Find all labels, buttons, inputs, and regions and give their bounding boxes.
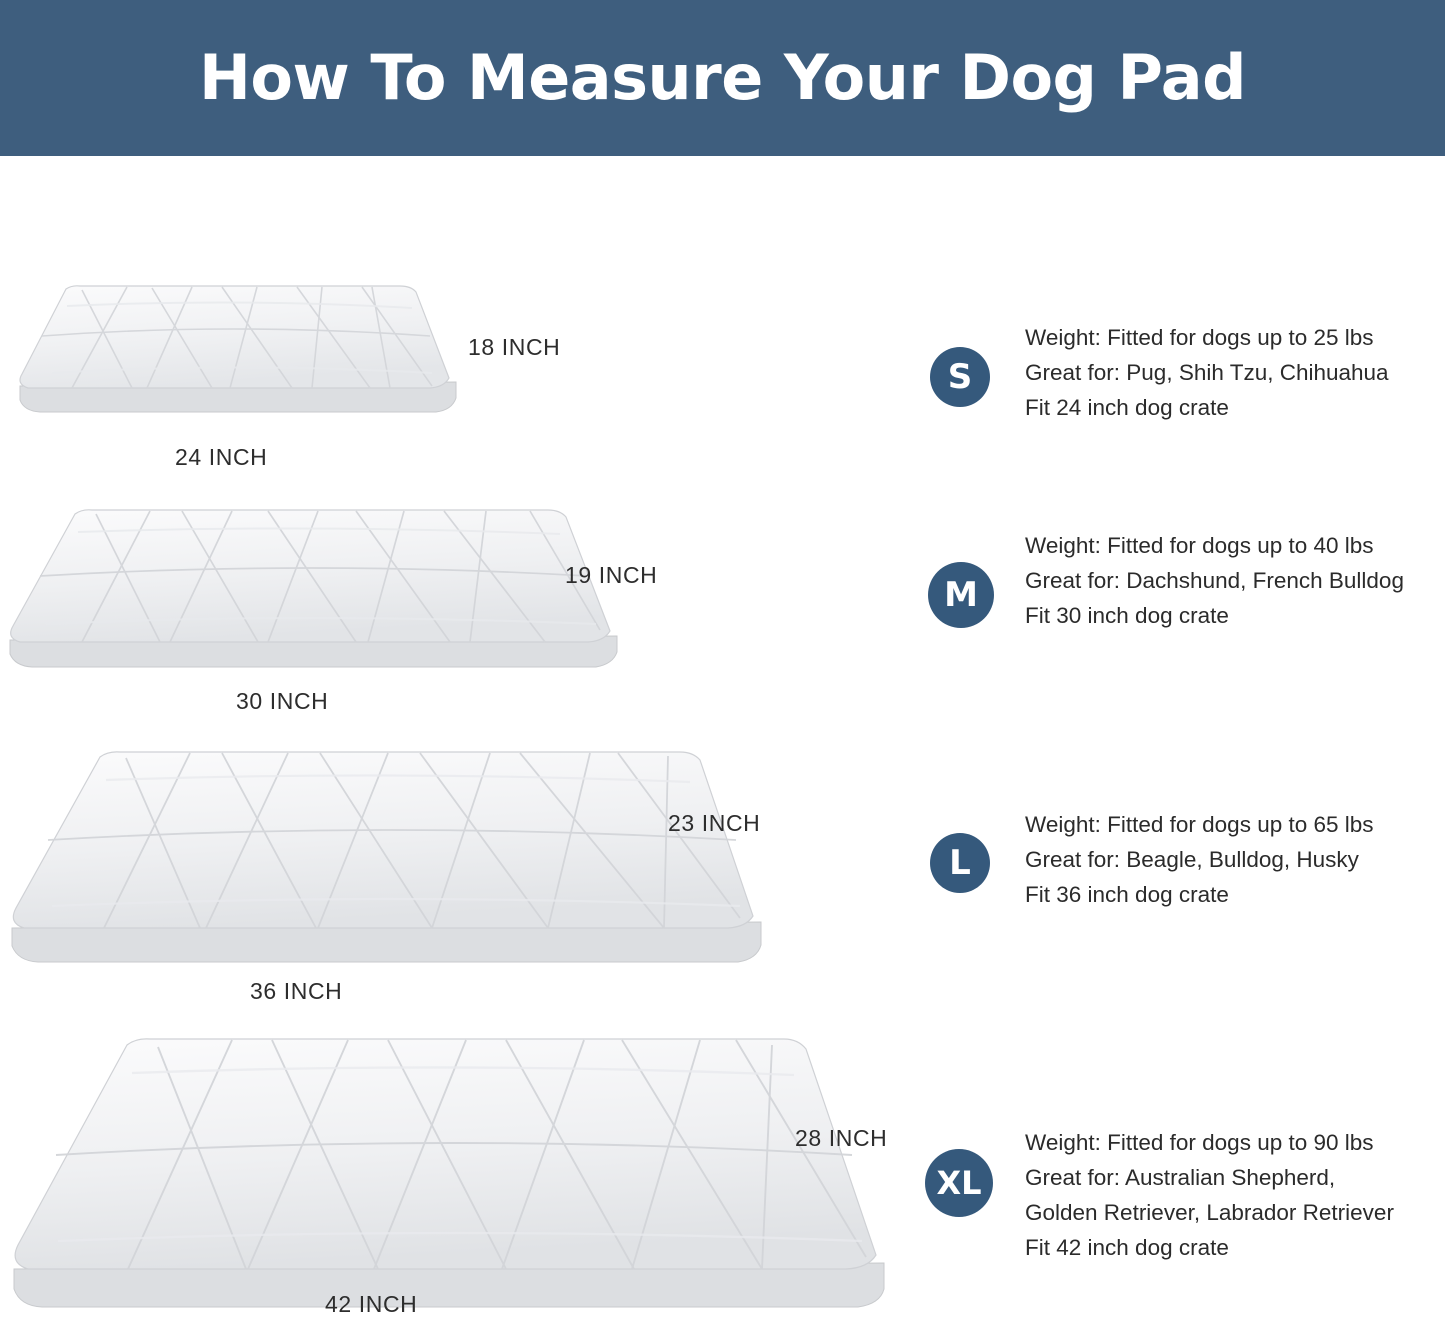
spec-line: Fit 42 inch dog crate <box>1025 1235 1229 1260</box>
pad-svg-medium <box>0 500 630 680</box>
width-label-medium: 30 INCH <box>236 688 329 714</box>
size-badge-large: L <box>930 833 990 893</box>
depth-label-small: 18 INCH <box>468 334 561 360</box>
spec-line: Fit 36 inch dog crate <box>1025 882 1229 907</box>
pad-svg-small <box>12 278 462 428</box>
size-badge-medium: M <box>928 562 994 628</box>
spec-line: Weight: Fitted for dogs up to 25 lbs <box>1025 325 1374 350</box>
spec-line: Great for: Pug, Shih Tzu, Chihuahua <box>1025 360 1389 385</box>
width-label-small: 24 INCH <box>175 444 268 470</box>
spec-line: Golden Retriever, Labrador Retriever <box>1025 1200 1394 1225</box>
header-banner <box>0 0 1445 156</box>
depth-label-medium: 19 INCH <box>565 562 658 588</box>
spec-block-medium <box>1025 528 1404 633</box>
spec-block-xlarge <box>1025 1125 1394 1265</box>
page-title: How To Measure Your Dog Pad <box>198 41 1247 114</box>
spec-line: Great for: Beagle, Bulldog, Husky <box>1025 847 1359 872</box>
spec-block-large <box>1025 807 1374 912</box>
spec-line: Great for: Dachshund, French Bulldog <box>1025 568 1404 593</box>
pad-illustration-large <box>0 740 780 980</box>
pad-svg-xlarge <box>0 1025 920 1325</box>
pad-illustration-xlarge <box>0 1025 920 1325</box>
size-badge-xlarge: XL <box>925 1149 993 1217</box>
size-badge-small: S <box>930 347 990 407</box>
width-label-large: 36 INCH <box>250 978 343 1004</box>
spec-line: Fit 30 inch dog crate <box>1025 603 1229 628</box>
depth-label-large: 23 INCH <box>668 810 761 836</box>
spec-line: Weight: Fitted for dogs up to 90 lbs <box>1025 1130 1374 1155</box>
spec-line: Weight: Fitted for dogs up to 65 lbs <box>1025 812 1374 837</box>
spec-line: Great for: Australian Shepherd, <box>1025 1165 1336 1190</box>
spec-block-small <box>1025 320 1389 425</box>
pad-svg-large <box>0 740 780 980</box>
pad-illustration-small <box>12 278 462 428</box>
pad-illustration-medium <box>0 500 630 680</box>
spec-line: Fit 24 inch dog crate <box>1025 395 1229 420</box>
spec-line: Weight: Fitted for dogs up to 40 lbs <box>1025 533 1374 558</box>
width-label-xlarge: 42 INCH <box>325 1291 418 1317</box>
depth-label-xlarge: 28 INCH <box>795 1125 888 1151</box>
